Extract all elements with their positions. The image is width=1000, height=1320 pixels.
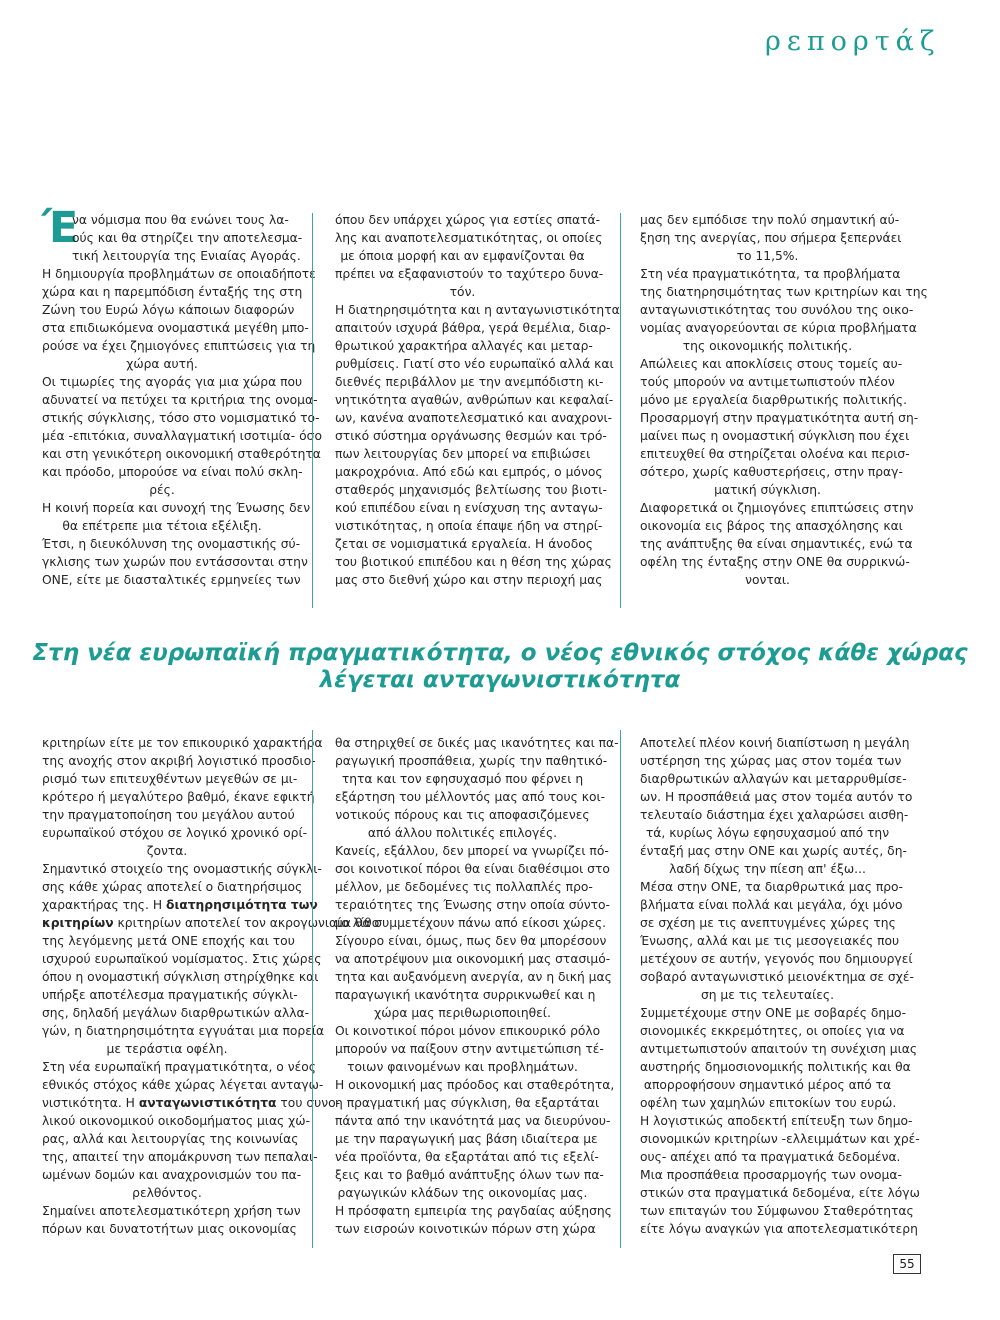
- text-line: χώρα μας περιθωριοποιηθεί.: [374, 1006, 551, 1020]
- text-line: λικού οικονομικού οικοδομήματος μιας χώ-: [42, 1114, 311, 1128]
- text-line: ζεται σε νομισματικά εργαλεία. Η άνοδος: [335, 537, 593, 551]
- text-line: των επιταγών του Σύμφωνου Σταθερότητας: [640, 1204, 914, 1218]
- column-rule: [620, 213, 621, 608]
- text-line: κρότερο ή μεγαλύτερο βαθμό, έκανε εφικτή: [42, 790, 315, 804]
- text-line: απορροφήσουν σημαντικό μέρος από τα: [643, 1078, 892, 1092]
- text-line: Οι τιμωρίες της αγοράς για μια χώρα που: [42, 375, 303, 389]
- page-number: 55: [893, 1254, 921, 1274]
- text-line: ζοντα.: [146, 844, 188, 858]
- text-line: με τεράστια οφέλη.: [106, 1042, 228, 1056]
- text-line: Σίγουρο είναι, όμως, πως δεν θα μπορέσουν: [335, 934, 607, 948]
- text-line: σοι κοινοτικοί πόροι θα είναι διαθέσιμοι στο: [335, 862, 610, 876]
- text-line: μπορούν να παίξουν στην αντιμετώπιση τέ-: [335, 1042, 604, 1056]
- text-line: νέα προϊόντα, θα εξαρτάται από τις εξελί-: [335, 1150, 599, 1164]
- text-line: Οι κοινοτικοί πόροι μόνον επικουρικό ρόλο: [335, 1024, 601, 1038]
- text-line: όπου δεν υπάρχει χώρος για εστίες σπατά-: [335, 213, 601, 227]
- text-line: Μέσα στην ΟΝΕ, τα διαρθρωτικά μας προ-: [640, 880, 903, 894]
- text-line: τούς μπορούν να αντιμετωπιστούν πλέον: [640, 375, 895, 389]
- text-line: την πραγματοποίηση του μεγάλου αυτού: [42, 808, 295, 822]
- text-segment: χαρακτήρας της. Η: [42, 898, 166, 912]
- section-tag: ρεπορτάζ: [765, 26, 941, 57]
- text-line: της διατηρησιμότητας των κριτηρίων και της: [640, 285, 928, 299]
- text-line: βλήματα είναι πολλά και μεγάλα, όχι μόνο: [640, 898, 903, 912]
- column-rule: [620, 730, 621, 1248]
- text-line: της ανάπτυξης θα είναι σημαντικές, ενώ τα: [640, 537, 913, 551]
- text-line: της οικονομικής πολιτικής.: [682, 339, 853, 353]
- column-rule: [312, 213, 313, 608]
- text-line: [42, 896, 318, 914]
- text-line: το 11,5%.: [736, 249, 799, 263]
- text-line: Προσαρμογή στην πραγματικότητα αυτή ση-: [640, 411, 919, 425]
- text-line: ραγωγική προσπάθεια, χωρίς την παθητικό-: [335, 754, 608, 768]
- text-line: σης, δηλαδή μεγάλων διαρθρωτικών αλλα-: [42, 1006, 310, 1020]
- text-line: νονται.: [745, 573, 790, 587]
- text-line: τόν.: [449, 285, 476, 299]
- text-line: ρας, αλλά και λειτουργίας της κοινωνίας: [42, 1132, 299, 1146]
- top-column-1: [42, 203, 322, 651]
- column-rule: [312, 730, 313, 1248]
- text-line: θρωτικού χαρακτήρα αλλαγές και μεταρ-: [335, 339, 593, 353]
- text-line: επιτευχθεί θα στηρίζεται ολοένα και περισ-: [640, 447, 910, 461]
- text-line: ρελθόντος.: [132, 1186, 202, 1200]
- text-line: σοβαρό ανταγωνιστικό μειονέκτημα σε σχέ-: [640, 970, 914, 984]
- text-line: από άλλου πολιτικές επιλογές.: [367, 826, 558, 840]
- bold-term: διατηρησιμότητα των: [166, 898, 318, 912]
- text-line: στα επιδιωκόμενα ονομαστικά μεγέθη μπο-: [42, 321, 309, 335]
- text-line: του βιοτικού επιπέδου και η θέση της χώρας: [335, 555, 612, 569]
- text-line: ανταγωνιστικότητας του συνόλου της οικο-: [640, 303, 914, 317]
- text-line: της ανοχής στον ακριβή λογιστικό προσδιο-: [42, 754, 316, 768]
- text-line: γών, η διατηρησιμότητα εγγυάται μια πορεία: [42, 1024, 325, 1038]
- text-line: αυστηρής δημοσιονομικής πολιτικής και θα: [640, 1060, 911, 1074]
- text-line: πων λειτουργίας δεν μπορεί να επιβιώσει: [335, 447, 591, 461]
- text-line: υπήρξε αποτέλεσμα πραγματικής σύγκλι-: [42, 988, 298, 1002]
- text-line: τεραιότητες της Ένωσης στην οποία σύντο-: [335, 898, 610, 912]
- text-line: σης κάθε χώρας αποτελεί ο διατηρήσιμος: [42, 880, 303, 894]
- text-line: νομίας αναγορεύονται σε κύρια προβλήματα: [640, 321, 917, 335]
- text-line: των εισροών κοινοτικών πόρων στη χώρα: [335, 1222, 596, 1236]
- text-line: μέα -επιτόκια, συναλλαγματική ισοτιμία- όσο: [42, 429, 322, 443]
- pull-quote-line-2: λέγεται ανταγωνιστικότητα: [319, 667, 681, 693]
- text-line: μακροχρόνια. Από εδώ και εμπρός, ο μόνος: [335, 465, 603, 479]
- text-line: οικονομία εις βάρος της απασχόλησης και: [640, 519, 903, 533]
- text-line: τά, κυρίως λόγω εφησυχασμού από την: [645, 826, 890, 840]
- text-line: λης και αναποτελεσματικότητας, οι οποίες: [335, 231, 603, 245]
- text-line: πόρων και δυνατοτήτων μιας οικονομίας: [42, 1222, 297, 1236]
- text-line: Κανείς, εξάλλου, δεν μπορεί να γνωρίζει πό-: [335, 844, 609, 858]
- text-line: Διαφορετικά οι ζημιογόνες επιπτώσεις στην: [640, 501, 914, 515]
- text-line: να νόμισμα που θα ενώνει τους λα-: [72, 213, 289, 227]
- text-line: Απώλειες και αποκλίσεις στους τομείς αυ-: [640, 357, 903, 371]
- text-line: στικό σύστημα οργάνωσης θεσμών και τρό-: [335, 429, 607, 443]
- text-line: ούς και θα στηρίζει την αποτελεσμα-: [72, 231, 303, 245]
- text-line: Στη νέα πραγματικότητα, τα προβλήματα: [640, 267, 901, 281]
- text-line: νητικότητα αγαθών, ανθρώπων και κεφαλαί-: [335, 393, 614, 407]
- text-line: μα θα συμμετέχουν πάνω από είκοσι χώρες.: [335, 916, 607, 930]
- text-line: ξεις και το βαθμό ανάπτυξης όλων των πα-: [335, 1168, 604, 1182]
- text-line: θα στηριχθεί σε δικές μας ικανότητες και πα-: [335, 736, 619, 750]
- text-line: της λεγόμενης μετά ΟΝΕ εποχής και του: [42, 934, 295, 948]
- text-line: ρούσε να έχει ζημιογόνες επιπτώσεις για τη: [42, 339, 316, 353]
- text-line: μας στο διεθνή χώρο και στην περιοχή μας: [335, 573, 603, 587]
- text-line: Ζώνη του Ευρώ λόγω κάποιων διαφορών: [42, 303, 295, 317]
- text-line: και στη γενικότερη οικονομική σταθερότητα: [42, 447, 321, 461]
- text-line: με όποια μορφή και αν εμφανίζονται θα: [340, 249, 585, 263]
- text-line: διεθνές περιβάλλον με την ανεμπόδιστη κι-: [335, 375, 604, 389]
- text-line: στικής σύγκλισης, τόσο στο νομισματικό το-: [42, 411, 320, 425]
- text-segment: του συνο-: [276, 1096, 341, 1110]
- text-line: κριτηρίων είτε με τον επικουρικό χαρακτήρα: [42, 736, 323, 750]
- text-line: ρές.: [149, 483, 175, 497]
- text-line: Η πρόσφατη εμπειρία της ραγδαίας αύξησης: [335, 1204, 612, 1218]
- text-line: πρέπει να εξαφανιστούν το ταχύτερο δυνα-: [335, 267, 604, 281]
- text-line: ευρωπαϊκού στόχου σε λογικό χρονικό ορί-: [42, 826, 308, 840]
- text-line: [42, 1094, 341, 1112]
- text-line: μας δεν εμπόδισε την πολύ σημαντική αύ-: [640, 213, 900, 227]
- text-line: απαιτούν ισχυρά βάθρα, γερά θεμέλια, διαρ-: [335, 321, 611, 335]
- text-line: Η κοινή πορεία και συνοχή της Ένωσης δεν: [42, 501, 311, 515]
- text-line: θα επέτρεπε μια τέτοια εξέλιξη.: [62, 519, 262, 533]
- text-line: ους- απέχει από τα πραγματικά δεδομένα.: [640, 1150, 901, 1164]
- text-line: εθνικός στόχος κάθε χώρας λέγεται ανταγω-: [42, 1078, 324, 1092]
- text-line: ΟΝΕ, είτε με διασταλτικές ερμηνείες των: [42, 573, 301, 587]
- text-line: μέλλον, με δεδομένες τις πολλαπλές προ-: [335, 880, 593, 894]
- text-line: σε σχέση με τις ανεπτυγμένες χώρες της: [640, 916, 896, 930]
- text-segment: κριτηρίων αποτελεί τον ακρογωνιαίο λίθο: [117, 916, 380, 930]
- top-column-2: [335, 211, 620, 651]
- text-line: νοτικούς πόρους και τις αποφασιζόμενες: [335, 808, 590, 822]
- text-line: Η οικονομική μας πρόοδος και σταθερότητα,: [335, 1078, 615, 1092]
- text-line: μόνο με εργαλεία διαρθρωτικής πολιτικής.: [640, 393, 908, 407]
- text-line: ισχυρού ευρωπαϊκού νομίσματος. Στις χώρες: [42, 952, 322, 966]
- text-line: ων. Η προσπάθειά μας στον τομέα αυτόν το: [640, 790, 913, 804]
- text-line: σταθερός μηχανισμός βελτίωσης του βιοτι-: [335, 483, 607, 497]
- text-line: Σημαντικό στοιχείο της ονομαστικής σύγκλι-: [42, 862, 322, 876]
- text-line: γκλισης των χωρών που εντάσσονται στην: [42, 555, 308, 569]
- bold-term: κριτηρίων: [42, 916, 114, 930]
- text-line: Αποτελεί πλέον κοινή διαπίστωση η μεγάλη: [640, 736, 910, 750]
- bottom-column-2: [335, 734, 619, 1244]
- text-line: ραγωγικών κλάδων της οικονομίας μας.: [337, 1186, 588, 1200]
- text-line: τητα και αυξανόμενη ανεργία, αν η δική μας: [335, 970, 612, 984]
- drop-cap: Έ: [42, 203, 79, 253]
- bold-term: ανταγωνιστικότητα: [138, 1096, 277, 1110]
- text-line: Η διατηρησιμότητα και η ανταγωνιστικότητα: [335, 303, 620, 317]
- text-line: ων, κανένα αναποτελεσματικό και αναχρονι-: [335, 411, 613, 425]
- text-line: οφέλη των χαμηλών επιτοκίων του ευρώ.: [640, 1096, 897, 1110]
- text-line: ωμένων δομών και αναχρονισμών του πα-: [42, 1168, 302, 1182]
- text-line: είτε λόγω αναγκών για αποτελεσματικότερη: [640, 1222, 918, 1236]
- text-line: όπου η ονομαστική σύγκλιση στηρίχθηκε και: [42, 970, 319, 984]
- text-line: νιστικότητας, η οποία έπαψε ήδη να στηρί-: [335, 519, 603, 533]
- text-line: ρισμό των επιτευχθέντων μεγεθών σε μι-: [42, 772, 298, 786]
- text-line: κού επιπέδου είναι η ενίσχυση της ανταγω-: [335, 501, 603, 515]
- text-line: χώρα και η παρεμπόδιση ένταξής της στη: [42, 285, 303, 299]
- text-line: ση με τις τελευταίες.: [700, 988, 835, 1002]
- text-line: λαδή δίχως την πίεση απ' έξω...: [669, 862, 866, 876]
- text-line: σιονομικές εκκρεμότητες, οι οποίες για να: [640, 1024, 905, 1038]
- text-line: η πραγματική μας σύγκλιση, θα εξαρτάται: [335, 1096, 600, 1110]
- text-line: με την παραγωγική μας βάση ιδιαίτερα με: [335, 1132, 598, 1146]
- text-line: Σημαίνει αποτελεσματικότερη χρήση των: [42, 1204, 301, 1218]
- text-line: ματική σύγκλιση.: [714, 483, 821, 497]
- text-line: Στη νέα ευρωπαϊκή πραγματικότητα, ο νέος: [42, 1060, 316, 1074]
- text-line: αντιμετωπιστούν απαιτούν τη συνέχιση μιας: [640, 1042, 918, 1056]
- text-line: ρυθμίσεις. Γιατί στο νέο ευρωπαϊκό αλλά και: [335, 357, 614, 371]
- text-line: διαρθρωτικών αλλαγών και μεταρρυθμίσε-: [640, 772, 907, 786]
- text-line: οφέλη της ένταξης στην ΟΝΕ θα συρρικνώ-: [640, 555, 910, 569]
- bottom-column-3: [640, 734, 920, 1244]
- text-line: αδυνατεί να πετύχει τα κριτήρια της ονομα-: [42, 393, 318, 407]
- text-line: τελευταίο διάστημα έχει χαλαρώσει αισθη-: [640, 808, 909, 822]
- text-line: Ένωσης, αλλά και με τις μεσογειακές που: [640, 934, 900, 948]
- top-column-3: [640, 211, 928, 651]
- text-line: μετέχουν σε αυτήν, γεγονός που δημιουργεί: [640, 952, 913, 966]
- text-line: παραγωγική ικανότητα συρρικνωθεί και η: [335, 988, 596, 1002]
- text-line: ένταξή μας στην ΟΝΕ και χωρίς αυτές, δη-: [640, 844, 907, 858]
- text-segment: νιστικότητα. Η: [42, 1096, 139, 1110]
- text-line: Συμμετέχουμε στην ΟΝΕ με σοβαρές δημο-: [640, 1006, 907, 1020]
- text-line: να αποτρέψουν μια οικονομική μας στασιμό-: [335, 952, 611, 966]
- text-line: υστέρηση της χώρας μας στον τομέα των: [640, 754, 902, 768]
- text-line: στικών στα πραγματικά δεδομένα, είτε λόγω: [640, 1186, 920, 1200]
- text-line: μαίνει πως η ονομαστική σύγκλιση που έχει: [640, 429, 910, 443]
- text-line: τοιων φαινομένων και προβλημάτων.: [347, 1060, 578, 1074]
- text-line: Η λογιστικώς αποδεκτή επίτευξη των δημο-: [640, 1114, 913, 1128]
- text-line: χώρα αυτή.: [126, 357, 198, 371]
- text-line: Μια προσπάθεια προσαρμογής των ονομα-: [640, 1168, 902, 1182]
- text-line: σιονομικών κριτηρίων -ελλειμμάτων και χρέ-: [640, 1132, 920, 1146]
- text-line: εξάρτηση του μέλλοντός μας από τους κοι-: [335, 790, 606, 804]
- pull-quote-line-1: Στη νέα ευρωπαϊκή πραγματικότητα, ο νέος εθνικός στόχος κάθε χώρας: [32, 640, 968, 666]
- text-line: της, απαιτεί την απομάκρυνση των πεπαλαι-: [42, 1150, 318, 1164]
- text-line: [42, 914, 380, 932]
- text-line: τητα και τον εφησυχασμό που φέρνει η: [341, 772, 584, 786]
- text-line: Η δημιουργία προβλημάτων σε οποιαδήποτε: [42, 267, 316, 281]
- text-line: και πρόοδο, μπορούσε να είναι πολύ σκλη-: [42, 465, 303, 479]
- text-line: σότερο, χωρίς καθυστερήσεις, στην πραγ-: [640, 465, 903, 479]
- text-line: τική λειτουργία της Ενιαίας Αγοράς.: [72, 249, 301, 263]
- text-line: ξηση της ανεργίας, που σήμερα ξεπερνάει: [640, 231, 902, 245]
- bottom-column-1: [42, 734, 380, 1244]
- text-line: Έτσι, η διευκόλυνση της ονομαστικής σύ-: [42, 537, 301, 551]
- text-line: πάντα από την ικανότητά μας να διευρύνου-: [335, 1114, 611, 1128]
